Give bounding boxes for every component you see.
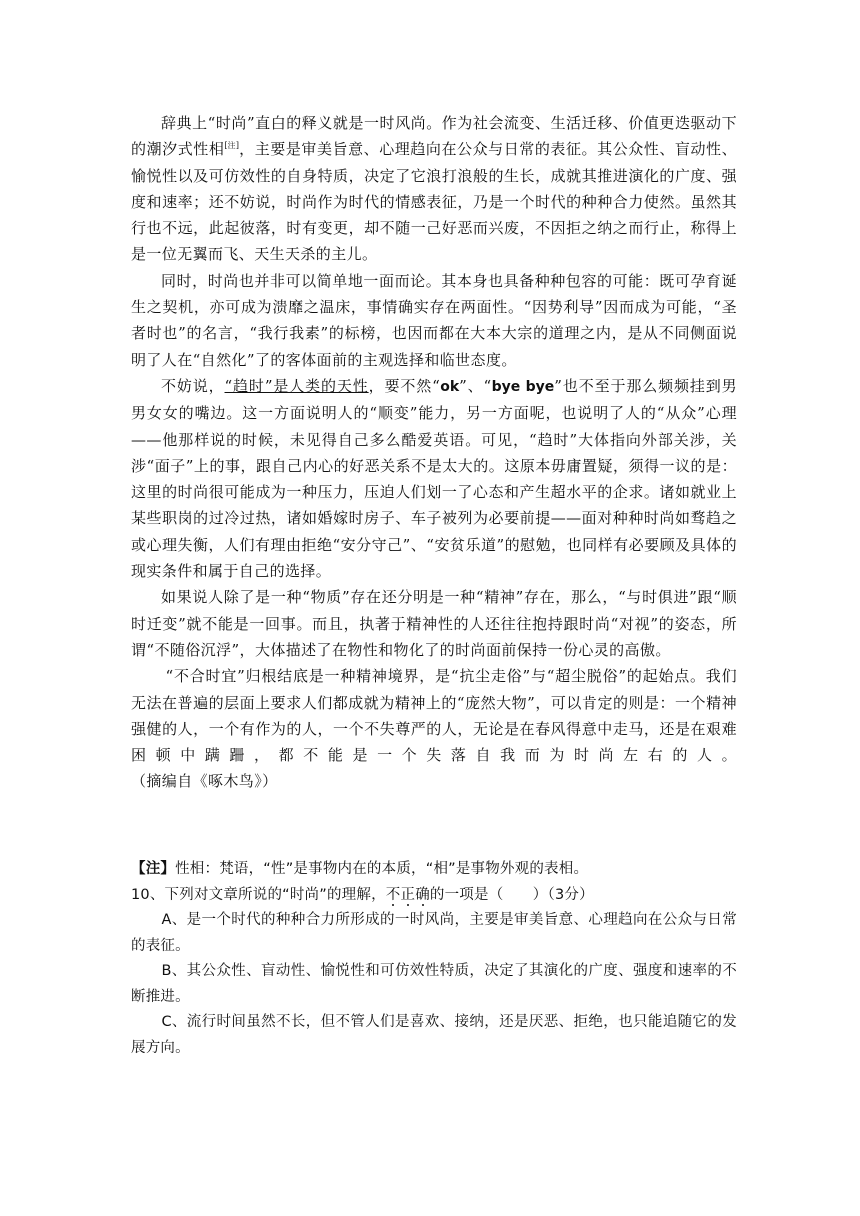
paragraph-3-text-a: 不妨说， — [161, 376, 225, 395]
paragraph-1-text-a: 辞典上“时尚”直白的释义就是一时风尚。作为社会流变、生活迁移、价值更迭驱动下的潮汐式性相 — [131, 114, 737, 159]
question-stem-text-a: 10、下列对文章所说的“时尚”的理解， — [131, 886, 386, 903]
passage-paragraph-2: 同时，时尚也并非可以简单地一面而论。其本身也具备种种包容的可能：既可孕育诞生之契机，亦可成为溃靡之温床，事情确实存在两面性。“因势利导”因而成为可能，“圣者时也”的名言，“我行我素”的标榜，也因而都在大本大宗的道理之内，是从不同侧面说明了人在“自然化”了的客体面前的主观选择和临世态度。 — [131, 271, 737, 369]
paragraph-3-text-d: ”也不至于那么频频挂到男男女女的嘴边。这一方面说明人的“顺变”能力，另一方面呢，也说明了人的“从众”心理——他那样说的时候，未见得自己多么酷爱英语。可见，“趋时”大体指向外部关涉，关涉“面子”上的事，跟自己内心的好恶关系不是太大的。这原本毋庸置疑，须得一议的是：这里的时尚很可能成为一种压力，压迫人们划一了心态和产生超水平的企求。诸如就业上某些职岗的过冷过热，诸如婚嫁时房子、车子被列为必要前提——面对种种时尚如骛趋之或心理失衡，人们有理由拒绝“安分守己”、“安贫乐道”的慰勉，也同样有必要顾及具体的现实条件和属于自己的选择。 — [131, 376, 737, 581]
question-stem-text-b: 的一项是（ ）（3分） — [429, 886, 594, 903]
passage-paragraph-4: 如果说人除了是一种“物质”存在还分明是一种“精神”存在，那么，“与时俱进”跟“顺时迁变”就不能是一回事。而且，执著于精神性的人还往往抱持跟时尚“对视”的姿态，所谓“不随俗沉浮”，大体描述了在物性和物化了的时尚面前保持一份心灵的高傲。 — [131, 588, 737, 659]
option-c: C、流行时间虽然不长，但不管人们是喜欢、接纳，还是厌恶、拒绝，也只能追随它的发展方向。 — [131, 1014, 737, 1056]
passage-paragraph-3 — [131, 373, 737, 584]
note-label: 【注】 — [131, 861, 176, 877]
question-section — [131, 857, 737, 1061]
paragraph-3-text-c: ”、“ — [459, 376, 492, 395]
question-stem — [131, 883, 737, 909]
emphasis-char-3: 确 — [415, 886, 430, 903]
paragraph-5-text-a: “不合时宜”归根结底是一种精神境界，是“抗尘走俗”与“超尘脱俗”的起始点。我们无法在普遍的层面上要求人们都成就为精神上的“庞然大物”，可以肯定的则是：一个精神强健的人，一个有作为的人，一个不失尊严的人，无论是在春风得意中走马，还是 — [131, 667, 737, 738]
option-b: B、其公众性、盲动性、愉悦性和可仿效性特质，决定了其演化的广度、强度和速率的不断推进。 — [131, 963, 737, 1005]
english-word-ok: ok — [440, 378, 460, 395]
english-word-bye-bye: bye bye — [491, 378, 555, 395]
passage-paragraph-5 — [131, 663, 737, 768]
footnote-reference: [注] — [224, 141, 239, 151]
emphasis-char-2: 正 — [400, 886, 416, 903]
paragraph-5-text-b: 在艰难困顿中蹒跚，都不能是一个失落自我而为时尚左右的人。 — [131, 719, 738, 765]
passage-source: （摘编自《啄木鸟》） — [131, 772, 278, 791]
annotation-note — [131, 857, 737, 883]
note-text: 性相：梵语，“性”是事物内在的本质，“相”是事物外观的表相。 — [175, 861, 589, 877]
option-a: A、是一个时代的种种合力所形成的一时风尚，主要是审美旨意、心理趋向在公众与日常的表征。 — [131, 912, 737, 954]
reading-passage — [131, 110, 737, 795]
paragraph-1-text-b: ，主要是审美旨意、心理趋向在公众与日常的表征。其公众性、盲动性、愉悦性以及可仿效性的自身特质，决定了它浪打浪般的生长，成就其推进演化的广度、强度和速率；还不妨说，时尚作为时代的情感表征，乃是一个时代的种种合力使然。虽然其行也不远，此起彼落，时有变更，却不随一己好恶而兴废，不因拒之纳之而行止，称得上是一位无翼而飞、天生天杀的主儿。 — [131, 140, 737, 264]
underlined-phrase: “趋时”是人类的天性 — [224, 376, 369, 395]
passage-paragraph-1 — [131, 110, 737, 268]
emphasis-char-1: 不 — [385, 886, 401, 903]
paragraph-3-text-b: ，要不然“ — [368, 376, 441, 395]
